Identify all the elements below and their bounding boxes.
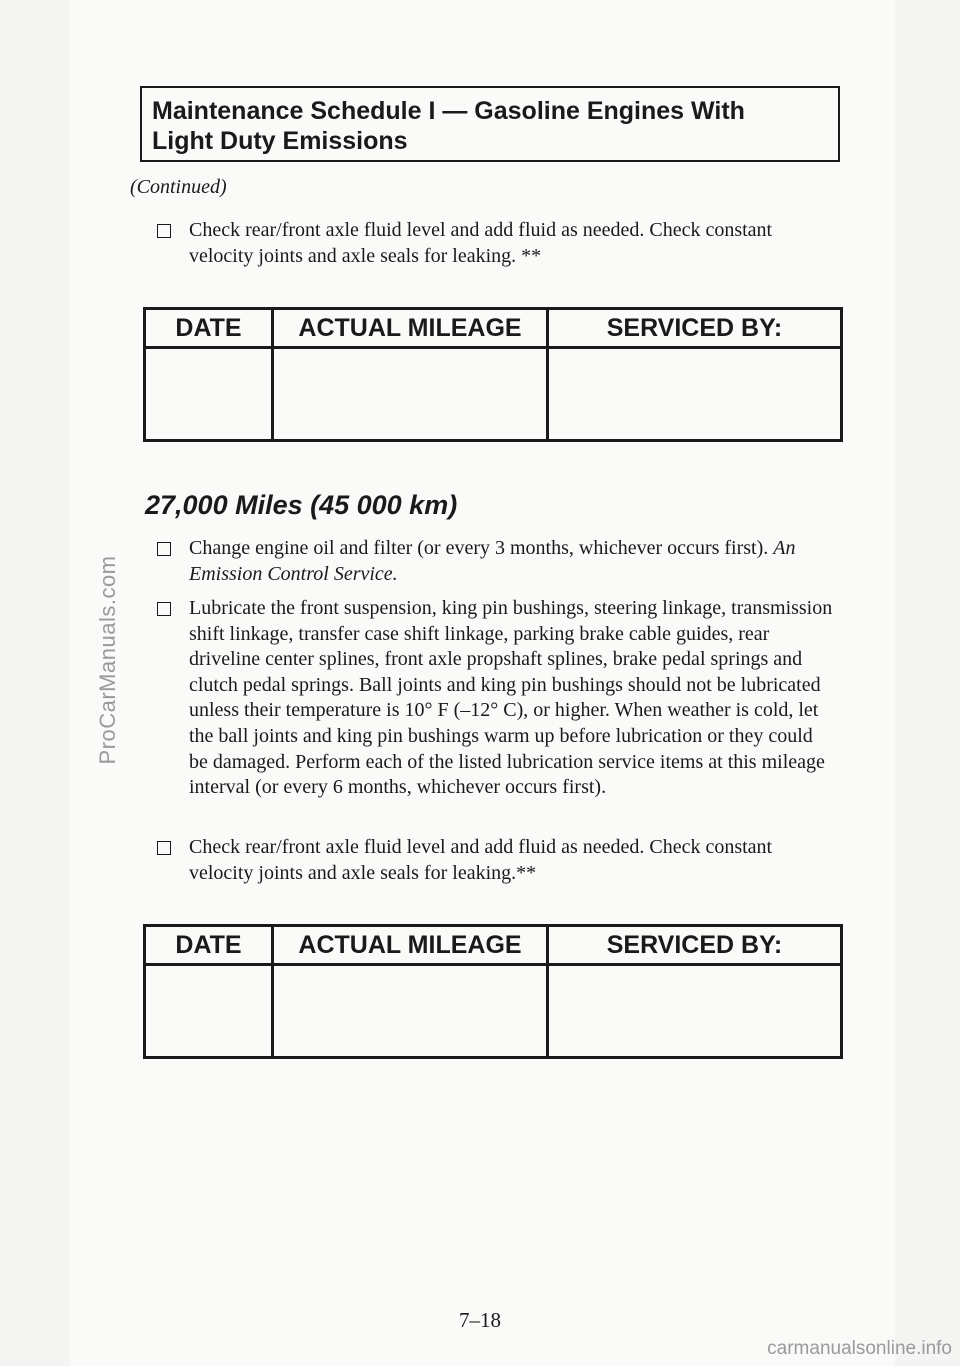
column-header-serviced-by: SERVICED BY: (548, 926, 842, 965)
serviced-by-field[interactable] (550, 967, 839, 1055)
continued-label: (Continued) (130, 176, 227, 198)
actual-mileage-field[interactable] (275, 350, 545, 438)
serviced-by-cell (548, 348, 842, 441)
date-field[interactable] (147, 350, 270, 438)
checklist-item-engine-oil (155, 536, 835, 587)
page-number: 7–18 (459, 1308, 501, 1332)
actual-mileage-cell (273, 348, 548, 441)
serviced-by-field[interactable] (550, 350, 839, 438)
checkbox[interactable] (157, 542, 171, 556)
table-header-row (145, 309, 842, 348)
table-header-row (145, 926, 842, 965)
checklist-item-text (189, 536, 835, 587)
page-title-line-1: Maintenance Schedule I — Gasoline Engines With (152, 97, 745, 125)
column-header-serviced-by: SERVICED BY: (548, 309, 842, 348)
date-cell (145, 965, 273, 1058)
emission-control-note: An Emission Control Service. (189, 537, 796, 585)
table-row (145, 348, 842, 441)
actual-mileage-field[interactable] (275, 967, 545, 1055)
checklist-item-axle-fluid-1 (155, 218, 835, 269)
date-cell (145, 348, 273, 441)
checkbox[interactable] (157, 224, 171, 238)
service-record-table-2 (143, 924, 843, 1059)
column-header-actual-mileage: ACTUAL MILEAGE (273, 309, 548, 348)
checklist-item-body: Change engine oil and filter (or every 3 months, whichever occurs first). (189, 537, 774, 559)
section-heading-27000-miles: 27,000 Miles (45 000 km) (145, 490, 458, 520)
checkbox[interactable] (157, 602, 171, 616)
bottom-watermark: carmanualsonline.info (767, 1338, 952, 1359)
page-title-line-2: Light Duty Emissions (152, 127, 408, 155)
date-field[interactable] (147, 967, 270, 1055)
checklist-item-text: Check rear/front axle fluid level and add fluid as needed. Check constant velocity joints and axle seals for leaking. ** (189, 219, 773, 267)
column-header-date: DATE (145, 926, 273, 965)
service-record-table-1 (143, 307, 843, 442)
column-header-date: DATE (145, 309, 273, 348)
serviced-by-cell (548, 965, 842, 1058)
checkbox[interactable] (157, 841, 171, 855)
side-watermark: ProCarManuals.com (95, 555, 120, 765)
column-header-actual-mileage: ACTUAL MILEAGE (273, 926, 548, 965)
checklist-item-text: Lubricate the front suspension, king pin bushings, steering linkage, transmission shift linkage, transfer case shift linkage, parking brake cable guides, rear driveline center splines, front axle propshaft splines, brake pedal springs and clutch pedal springs. Ball joints and king pin bushings should not be lubricated unless their temperature is 10° F (–12° C), or higher. When weather is cold, let the ball joints and king pin bushings warm up before lubrication or they could be damaged. Perform each of the listed lubrication service items at this mileage interval (or every 6 months, whichever occurs first). (189, 597, 833, 799)
actual-mileage-cell (273, 965, 548, 1058)
table-row (145, 965, 842, 1058)
page-header-box (140, 86, 840, 162)
page-title (152, 96, 828, 156)
checklist-item-lubrication (155, 596, 835, 801)
checklist-item-axle-fluid-2 (155, 835, 835, 886)
checklist-item-text: Check rear/front axle fluid level and add fluid as needed. Check constant velocity joints and axle seals for leaking.** (189, 836, 773, 884)
